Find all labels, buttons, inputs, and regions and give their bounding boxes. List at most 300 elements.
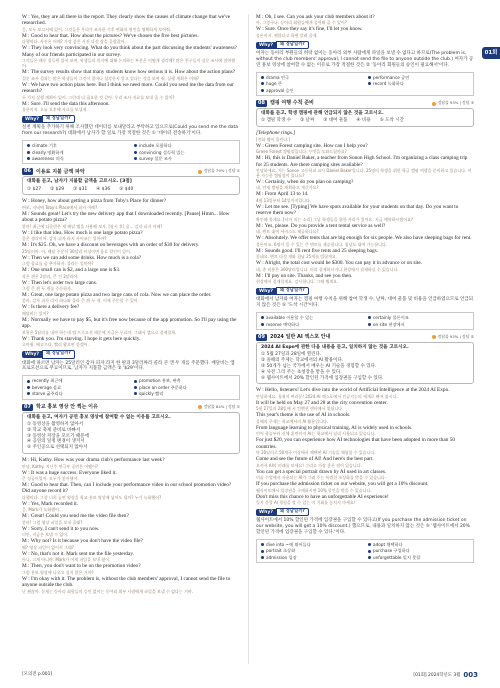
dialog-english: This year's theme is the use of AI in schools. — [256, 412, 351, 419]
vocab-box — [256, 539, 474, 563]
dialog-line — [256, 481, 474, 492]
dialog-english: From language learning to physical training, AI is widely used in schools. — [256, 424, 413, 431]
answer-option[interactable]: ③ 동영상 저장을 모르기 때문에 — [27, 433, 89, 439]
dialog-line — [256, 425, 474, 436]
dialog-korean: 고마워. 배고프다. 빨리 왔으면 좋겠어. — [22, 342, 89, 348]
dialog-korean: 네, 총 비용은 300달러입니다. 미리 결제하시거나 현장에서 결제하실 수 있습니다. — [256, 266, 399, 272]
dialog-line — [256, 248, 474, 259]
vocab-item — [368, 548, 469, 553]
dialog-korean: 물론이지. 괜찮다고 하면 알려 줄게. — [256, 32, 318, 38]
dialog-english: M : Why not? Is it because you don't have the video file? — [22, 538, 143, 545]
dialog-q07-end — [256, 14, 474, 38]
dialog-english: M : Great! Could you send me the video file then? — [22, 513, 129, 520]
vocab-text: drama 연극 — [266, 74, 290, 80]
question-title: 학교 홍보 영상 안 찍는 이유 — [36, 403, 98, 410]
dialog-english: M : Hi, this is Daniel Baker, a teacher from Sonon High School. I'm organizing a class camping trip for 25 students. Are there camping sites available? — [256, 155, 468, 168]
dialog-line — [22, 482, 240, 500]
dialog-english: W : Then we can add some drinks. How much is a cola? — [22, 254, 142, 261]
dialog-korean: 좋은 생각이야. 감자 피자 라지 사이즈는 얼마야? — [22, 236, 107, 242]
dialog-english: W : Absolutely. We offer tents that are big enough for six people. We also have sleeping bags for rent. — [256, 235, 472, 242]
question-stem: 대화를 듣고, 남자가 지불할 금액을 고르시오. [3점] — [27, 179, 132, 185]
dialog-korean: 5월 27일과 28일에 시 컨벤션 센터에서 열립니다. — [256, 406, 344, 412]
dialog-line — [256, 387, 474, 398]
rate-icon — [198, 405, 202, 409]
vocab-text: beverage 음료 — [32, 384, 62, 390]
question-box-07 — [22, 412, 240, 455]
bullet-icon — [134, 144, 137, 147]
answer-option[interactable]: ④ $36 — [96, 186, 111, 192]
question-header-09 — [256, 334, 474, 341]
dialog-line — [256, 260, 474, 271]
question-number: 06 — [22, 168, 33, 175]
vocab-text: adopt 채택하다 — [373, 542, 403, 548]
dialog-korean: 언어 학습부터 신체 훈련까지 AI는 학교에서 널리 사용되고 있습니다. — [256, 431, 376, 437]
answer-option[interactable]: ⑤ 웹사이트에서 20% 할인된 가격에 입장권을 구입할 수 있다. — [261, 375, 384, 381]
bullet-icon — [134, 157, 137, 160]
dialog-english: M : Normally we have to pay $5, but it's free now because of the app promotion. So I'll pay using the app. — [22, 316, 237, 330]
vocab-item — [134, 391, 235, 396]
answer-rate — [432, 101, 474, 106]
answer-option[interactable]: ④ 비용 — [356, 118, 371, 124]
dialog-english: W : I'm okay with it. The problem is, without the club members' approval, I cannot send the file to anyone outside the club. — [22, 575, 231, 589]
dialog-korean: 설문 조사 결과는 많은 학생들이 그것이 얼마나 심각한지 알고 있다는 것을 보여 줘. 실행 계획은 어때? — [22, 75, 200, 81]
dialog-korean: 4월 13일부터 14일까지입니다. — [256, 197, 312, 203]
dialog-line — [22, 304, 240, 315]
dialog-line — [22, 82, 240, 100]
dialog-line — [256, 179, 474, 190]
dialog-english: M : Great, one large potato pizza and two large cans of cola. Now we can place the order. — [22, 292, 212, 299]
dialog-line — [22, 242, 240, 253]
vocab-text: include 포함하다 — [139, 143, 172, 149]
dialog-line — [256, 14, 474, 25]
vocab-text: certainly 물론이죠 — [373, 315, 409, 321]
answer-option[interactable]: ② $29 — [50, 186, 65, 192]
dialog-korean: 좋아! 그럼 영상 파일을 보내 줄래? — [22, 519, 83, 525]
question-box-08 — [256, 108, 474, 127]
vocab-item — [368, 322, 469, 327]
dialog-korean: 아니, 그게 아니야. Mark가 어제 파일을 보내 줬어. — [22, 557, 111, 563]
stage-direction-ko: [전화 벨이 울린다.] — [256, 136, 290, 142]
bullet-icon — [368, 82, 371, 85]
dialog-korean: 미안, 지금은 보낼 수 없어. — [22, 532, 69, 538]
dialog-english: W : Sure. Once they say it's fine, I'll let you know. — [256, 26, 363, 33]
dialog-english: W : We have two action plans here. But I think we need more. Could you send me the data from our research? — [22, 81, 234, 95]
question-header-07 — [22, 404, 240, 411]
vocab-item — [27, 156, 128, 161]
vocab-text: survey 설문 조사 — [139, 155, 172, 161]
vocab-text: awareness 의식 — [32, 155, 64, 161]
why-box-q08 — [256, 287, 474, 295]
dialog-korean: 미술 수업에서 사용되는 AI가 그려 주는 특별한 초상화를 받을 수 있습니다. — [256, 475, 386, 481]
dialog-korean: 그럼 음료를 좀 추가하자. 콜라는 얼마야? — [22, 261, 94, 267]
answer-option[interactable]: ⑤ 주인공으로 선택되지 않아서 — [27, 445, 88, 451]
bullet-icon — [368, 76, 371, 79]
answer-option[interactable]: ① 동영상을 촬영하지 않아서 — [27, 421, 84, 427]
bullet-icon — [27, 392, 30, 395]
dialog-english: For just $20, you can experience how AI technologies that have been adopted in more than 50 countries. — [256, 437, 456, 450]
dialog-line — [256, 143, 474, 154]
dialog-line — [22, 457, 240, 468]
left-column — [22, 14, 240, 595]
dialog-line — [22, 317, 240, 335]
answer-rate — [432, 335, 474, 340]
why-label: 왜 정답일까? — [276, 287, 309, 295]
answer-option[interactable]: ① 5월 27일과 28일에 열린다. — [261, 352, 322, 358]
dialog-q05-end — [22, 14, 240, 112]
dialog-korean: 좋아! 최근에 다운받은 새 배달 앱을 사용해 보자. [잠시 후] 음... 감자 피자 어때? — [22, 223, 163, 229]
vocab-text: clearly 명확하게 — [32, 149, 64, 155]
rate-icon — [432, 102, 436, 106]
dialog-korean: 다행이다. 그럼 너희 공연 영상을 학교 홍보 영상에 넣어도 될까? 누가 녹화했어? — [22, 494, 162, 500]
dialog-english: M : Hi, Kathy. How was your drama club's performance last week? — [22, 457, 165, 464]
question-box-06 — [22, 176, 240, 195]
dialog-korean: 다행이다. 사진은 어때? 가장 좋은 사진 다섯 장을 골랐잖아. — [22, 39, 126, 45]
dialog-line — [22, 230, 240, 241]
dialog-english: M : Good to hear that. Then, can I include your performance video in our school promotion video? Did anyone record it? — [22, 482, 232, 495]
dialog-english: W : I like that idea. How much is one large potato pizza? — [22, 229, 143, 236]
vocab-box — [22, 140, 240, 164]
why-explanation: 실천 계획을 추가하기 위해 조사했던 데이터를 보내달라고 부탁하고 있으므로(Could you send me the data from our research?) 대화에서 남자가 할 일로 가장 적절한 것은 ① '데이터 전송하기'이다. — [22, 125, 239, 137]
vocab-text: huge 큰 — [266, 81, 282, 87]
dialog-line — [22, 563, 240, 574]
option-list — [261, 118, 469, 124]
dialog-korean: 25달러야. 아, 배달 주문이 30달러 이상이면 음료 할인이 있어. — [22, 248, 132, 254]
question-number: 07 — [22, 404, 33, 411]
column-divider — [248, 14, 249, 664]
dialog-korean: Green Forest 캠핑장입니다. 무엇을 도와드릴까요? — [256, 149, 347, 155]
dialog-line — [256, 26, 474, 37]
vocab-item — [27, 150, 128, 155]
dialog-line — [256, 273, 474, 284]
section-tab[interactable]: 01회 — [482, 47, 500, 59]
dialog-line — [22, 211, 240, 229]
why-explanation: 웹사이트에서 10% 할인된 가격에 입장권을 구입할 수 있다고(If you purchase the admission ticket on our website, you will get a 10% discount.) 했으므로, 내용과 일치하지 않는 것은 ⑤ '웹사이트에서 20% 할인된 가격에 입장권을 구입할 수 있다.'이다. — [256, 518, 470, 536]
vocab-text: reserve 예약하다 — [266, 321, 300, 327]
vocab-item — [368, 542, 469, 547]
dialog-line — [256, 223, 474, 234]
vocab-text: admission 입장 — [266, 554, 297, 560]
vocab-item — [368, 315, 469, 320]
vocab-item — [27, 391, 128, 396]
vocab-box — [256, 312, 474, 330]
dialog-english: It will be held on May 27 and 28 at the city convention center. — [256, 399, 388, 406]
dialog-line — [22, 69, 240, 80]
dialog-korean: 그럼 큰 캔 두 개를 주문하자. — [22, 286, 73, 292]
vocab-item — [261, 548, 362, 553]
dialog-line — [22, 576, 240, 594]
dialog-line — [22, 255, 240, 266]
dialog-english: You can get a special portrait drawn by AI used in art classes. — [256, 468, 387, 475]
vocab-text: climate 기후 — [32, 143, 57, 149]
vocab-text: convincing 설득력 있는 — [139, 149, 185, 155]
vocab-item — [261, 542, 362, 547]
dialog-english: M : Good to hear that. How about the pictures? We've chosen the five best pictures. — [22, 32, 199, 39]
answer-option[interactable]: ⑤ $40 — [119, 186, 134, 192]
dialog-english: W : Certainly, when do you plan on camping? — [256, 178, 354, 185]
dialog-english: M : Sounds great! Let's try the new delivery app that I downloaded recently. [Pause] Hmm... How about a potato pizza? — [22, 210, 230, 224]
answer-option[interactable]: ④ 사전 그리 주는 초청장을 받을 수 있다. — [261, 369, 342, 375]
vocab-text: promotion 홍보, 판촉 — [139, 378, 181, 384]
vocab-text: place an order 주문하다 — [139, 384, 187, 390]
dialog-line — [256, 191, 474, 202]
dialog-korean: 그것들은 매우 설득력 있어 보여. 학생들의 의식에 대해 논의하는 부분은 어떻게 생각해? 많은 친구들이 설문 조사에 참여했어. — [22, 58, 236, 69]
dialog-english: Come and see the future of AI! And here's the best part. — [256, 456, 374, 463]
dialog-line — [256, 235, 474, 246]
stage-direction: [Telephone rings.] — [256, 130, 296, 137]
dialog-english: W : It was a huge success. Everyone liked it. — [22, 469, 117, 476]
answer-option[interactable]: ④ 공연의 일정 변경이 생겨서 — [27, 439, 85, 445]
dialog-korean: 좋아, 감자 피자 라지 하나와 콜라 큰 캔 두 개. 이제 주문할 수 있어. — [22, 298, 139, 304]
dialog-korean: 오셔서 AI의 미래를 보세요! 그리고 가장 좋은 점이 있습니다. — [256, 462, 362, 468]
option-list — [27, 187, 235, 193]
vocab-text: on site 현장에서 — [373, 321, 405, 327]
dialog-english: W : Alright, the total cost would be $300. You can pay it in advance or on site. — [256, 260, 422, 267]
bullet-icon — [134, 151, 137, 154]
vocab-text: available 이용할 수 있는 — [266, 315, 314, 321]
vocab-item — [261, 88, 362, 93]
answer-rate-text: 정답률 93% | 정답 ③ — [437, 100, 474, 106]
dialog-line — [256, 469, 474, 480]
bullet-icon — [261, 323, 264, 326]
question-stem: 2024 AI Expo에 관한 다음 내용을 듣고, 일치하지 않는 것을 고르시오. — [261, 344, 409, 350]
answer-option[interactable]: ① 캠핑 학생 수 — [261, 118, 292, 124]
dialog-korean: 여보, 저녁에 Toby's Place에서 피자 어때? — [22, 204, 98, 210]
answer-option[interactable]: ② 날짜 — [300, 118, 315, 124]
dialog-q08 — [256, 143, 474, 284]
dialog-korean: 물론이죠. 6명이 쓸 수 있는 큰 텐트를 제공합니다. 침낭도 대여 가능합니다. — [256, 241, 388, 247]
dialog-korean: 작은 캔은 2달러, 큰 건 3달러야. — [22, 273, 79, 279]
dialog-korean: 응, Mark가 녹화했어. — [22, 507, 61, 513]
dialog-q07 — [22, 457, 240, 593]
dialog-korean: 올해의 주제는 학교에서의 AI 활용입니다. — [256, 418, 329, 424]
dialog-line — [22, 470, 240, 481]
bullet-icon — [261, 556, 264, 559]
dialog-english: W : Sorry, I can't send it to you now. — [22, 525, 100, 532]
why-label: 왜 정답일까? — [42, 350, 75, 358]
dialog-english: M : Sure. I'll send the data this afternoon. — [22, 100, 110, 107]
question-header-08 — [256, 100, 474, 107]
dialog-line — [22, 198, 240, 209]
dialog-line — [256, 494, 474, 505]
vocab-text: performance 공연 — [373, 74, 410, 80]
dialog-korean: 두 가지 실행 계획이 있어. 그런데 더 필요한 것 같아. 우리 조사 자료를 보내 줄 수 있어? — [22, 94, 175, 100]
bullet-icon — [27, 380, 30, 383]
vocab-item — [134, 378, 235, 383]
vocab-text: portrait 초상화 — [266, 548, 296, 554]
dialog-korean: 잊지 못할 AI 경험을 할 수 있는 이 기회를 놓치지 마세요! — [256, 500, 356, 506]
vocab-item — [134, 156, 235, 161]
why-label: 왜 정답일까? — [276, 41, 309, 49]
bullet-icon — [27, 386, 30, 389]
page-number: 003 — [463, 671, 478, 680]
dialog-line — [22, 101, 240, 112]
dialog-line — [22, 14, 240, 32]
option-list — [27, 422, 235, 451]
dialog-line — [22, 513, 240, 524]
dialog-english: M : Sounds good. I'll rent five tents and 25 sleeping bags. — [256, 247, 379, 254]
vocab-box — [22, 375, 240, 399]
rate-icon — [198, 170, 202, 174]
why-explanation: 대화에 따르면 남자는 25달러인 감자 피자 라지 한 판과 3달러짜리 콜라 큰 캔 두 개를 주문했다. 배달비는 앱 프로모션으로 무료이므로, 남자가 지불할 금액은 ② '$29'이다. — [22, 360, 235, 372]
vocab-item — [27, 385, 128, 390]
why-box-q09 — [256, 508, 474, 516]
vocab-item — [27, 378, 128, 383]
answer-rate-text: 정답률 84% | 정답 ② — [203, 403, 240, 409]
answer-rate — [198, 169, 240, 174]
question-title: 캠핑 여행 수칙 준비 — [270, 100, 314, 107]
rate-icon — [432, 335, 436, 339]
why-label: 왜 정답일까? — [42, 115, 75, 123]
why-explanation: 여자는 동아리 부원들의 허락 없이는 동아리 외부 사람에게 파일을 보낼 수 없다고 하므로(The problem is, without the club members' approval, I cannot send the file to anyone outside the club.) 여자가 공연 홍보 영상에 참여할 수 없는 이유로 가장 적절한 것은 ② '동아리 회원들의 승인이 필요해서'이다. — [256, 51, 474, 68]
dialog-line — [22, 292, 240, 303]
dialog-english: W : Yes, they are all there in the report. They clearly show the causes of climate change that we've researched. — [22, 14, 231, 27]
vocab-item — [134, 385, 235, 390]
why-box-q06 — [22, 350, 240, 358]
vocab-text: quickly 빨리 — [139, 391, 164, 397]
footer-right — [413, 671, 478, 680]
dialog-english: W : Is there a delivery fee? — [22, 304, 80, 311]
vocab-item — [261, 555, 362, 560]
answer-option[interactable]: ③ 대여 물품 — [323, 118, 348, 124]
dialog-line — [22, 538, 240, 549]
answer-rate-text: 정답률 93% | 정답 ⑤ — [437, 333, 474, 339]
answer-option[interactable]: ② 학교 축제 준비로 바빠서 — [27, 427, 81, 433]
answer-option[interactable]: ③ $31 — [73, 186, 88, 192]
vocab-text: starve 굶주리다 — [32, 391, 63, 397]
vocab-text: unforgettable 잊지 못할 — [373, 554, 421, 560]
why-tag: Why? — [256, 509, 276, 516]
question-stem: 대화를 듣고, 학생 캠핑에 관해 언급되지 않은 것을 고르시오. — [261, 111, 384, 117]
vocab-item — [261, 322, 362, 327]
vocab-item — [261, 75, 362, 80]
dialog-english: W : They look very convincing. What do you think about the part discussing the students' awareness? Many of our friends participated in our survey. — [22, 45, 237, 58]
bullet-icon — [368, 323, 371, 326]
dialog-english: W : Hello, listeners! Let's dive into the world of Artificial Intelligence at the 2024 AI Expo. — [256, 387, 450, 394]
answer-option[interactable]: ② 올해의 주제는 학교에서의 AI 활용이다. — [261, 358, 344, 364]
dialog-line — [22, 33, 240, 44]
dialog-line — [22, 336, 240, 347]
bullet-icon — [27, 157, 30, 160]
dialog-english: W : Then let's order two large cans. — [22, 279, 98, 286]
answer-option[interactable]: ① $27 — [27, 186, 42, 192]
dialog-line — [22, 501, 240, 512]
dialog-english: W : Green Forest camping site. How can I help you? — [256, 142, 368, 149]
dialog-korean: 확인해 볼게요. [타자 치는 소리] 그날 학생들을 위한 자리가 있어요. 지금 예약하시겠어요? — [256, 216, 414, 222]
dialog-english: W : Thank you. I'm starving. I hope it gets here quickly. — [22, 335, 141, 342]
bullet-icon — [261, 89, 264, 92]
bullet-icon — [368, 556, 371, 559]
why-box-q05 — [22, 115, 240, 123]
footer-label: [01회] 2024학년도 3월 — [413, 672, 461, 678]
answer-option[interactable]: ③ 50개가 넘는 국가에서 배우는 AI 기술을 경험할 수 있다. — [261, 363, 377, 369]
dialog-korean: 네. 텐트 대여 서비스도 제공하나요? — [256, 229, 319, 235]
footer-left: [모의전 p.001] — [22, 672, 53, 678]
vocab-box — [256, 72, 474, 96]
dialog-korean: 배달비는 있어? — [22, 310, 49, 316]
why-explanation: 대화에서 남자와 여자는 캠핑 여행 수칙을 위해 참여 학생 수, 날짜, 대여 물품 및 비용을 언급하였으므로 언급되지 않은 것은 ⑤ '도착 시간'이다. — [256, 297, 474, 309]
dialog-line — [22, 45, 240, 68]
dialog-korean: 큰 성공이었어. 모두가 좋아했어. — [22, 476, 79, 481]
question-number: 09 — [256, 334, 267, 341]
why-tag: Why? — [256, 288, 276, 295]
answer-option[interactable]: ⑤ 도착 시간 — [379, 118, 404, 124]
dialog-korean: 왜? 영상 파일이 없어서 그래? — [22, 544, 74, 550]
bullet-icon — [134, 386, 137, 389]
dialog-korean: 물론이지. 오늘 오후에 자료를 보낼게. — [22, 107, 88, 113]
dialog-korean: 보통은 5달러를 내야 하는데 앱 프로모션 때문에 지금은 무료야. 그래서 앱으로 결제할게. — [22, 329, 177, 335]
dialog-line — [256, 155, 474, 178]
why-box-q07 — [256, 41, 474, 49]
dialog-english: Don't miss this chance to have an unforgettable AI experience! — [256, 493, 389, 500]
vocab-item — [27, 143, 128, 148]
answer-rate-text: 정답률 79% | 정답 ② — [203, 168, 240, 174]
dialog-english: M : It's $25. Oh, we have a discount on beverages with an order of $30 for delivery. — [22, 242, 200, 249]
dialog-korean: 네, 언제 캠핑을 계획하고 계신가요? — [256, 185, 319, 191]
vocab-text: dive into ~에 뛰어들다 — [266, 542, 311, 548]
bullet-icon — [261, 543, 264, 546]
dialog-korean: 난 괜찮아. 문제는 동아리 회원들의 승인 없이는 동아리 외부 사람에게 파일을 보낼 수 없다는 거야. — [22, 588, 194, 594]
bullet-icon — [27, 151, 30, 154]
dialog-korean: 응, 모두 보고서에 있어. 그것들은 우리가 조사한 기후 변화의 원인을 명확하게 보여줘. — [22, 26, 172, 32]
dialog-line — [256, 437, 474, 455]
question-title: 이용료 지불 금액 파악 — [36, 168, 85, 175]
dialog-korean: 안녕하세요, 청취자 여러분! 2024 AI 엑스포에서 인공지능의 세계로 빠져 봅시다. — [256, 393, 398, 399]
dialog-english: M : One small can is $2, and a large one is $3. — [22, 267, 121, 274]
vocab-item — [134, 150, 235, 155]
dialog-korean: 안녕하세요, 저는 Sonon 고등학교 교사 Daniel Baker입니다. 25명의 학생을 위한 학급 캠핑 여행을 준비하고 있습니다. 이용 가능한 캠핑장이 있나요? — [256, 167, 472, 178]
vocab-text: purchase 구입하다 — [373, 548, 410, 554]
dialog-korean: 좋네요. 텐트 다섯 개와 침낭 25개를 빌릴게요. — [256, 254, 337, 260]
dialog-english: M : I'll pay on site. Thanks, and see you then. — [256, 272, 353, 279]
dialog-line — [22, 551, 240, 562]
dialog-korean: 단 20달러로 50개국 이상에서 채택된 AI 기술을 체험할 수 있습니다. — [256, 450, 376, 456]
bullet-icon — [368, 316, 371, 319]
option-list — [261, 352, 469, 381]
vocab-text: approval 승인 — [266, 87, 294, 93]
bullet-icon — [134, 380, 137, 383]
why-tag: Why? — [22, 116, 42, 123]
dialog-korean: 웹사이트에서 입장권을 구매하시면 10% 할인을 받을 수 있습니다. — [256, 487, 372, 493]
dialog-english: M : Oh, I see. Can you ask your club members about it? — [256, 14, 375, 20]
dialog-line — [22, 526, 240, 537]
why-tag: Why? — [22, 351, 42, 358]
question-number: 08 — [256, 100, 267, 107]
dialog-english: M : From April 13 to 14. — [256, 191, 309, 198]
vocab-item — [261, 315, 362, 320]
dialog-line — [22, 267, 240, 278]
dialog-korean: 그럼 홍보 영상에 나오고 싶지 않은 거야? — [22, 569, 94, 575]
dialog-english: M : Yes, please. Do you provide a tent rental service as well? — [256, 222, 386, 229]
vocab-item — [261, 81, 362, 86]
dialog-q09 — [256, 387, 474, 505]
dialog-q06 — [22, 198, 240, 347]
dialog-line — [22, 280, 240, 291]
why-label: 왜 정답일까? — [276, 508, 309, 516]
bullet-icon — [368, 543, 371, 546]
dialog-line — [256, 412, 474, 423]
question-stem: 대화를 듣고, 여자가 공연 홍보 영상에 참여할 수 없는 이유를 고르시오. — [27, 414, 171, 420]
vocab-text: record 녹화하다 — [373, 81, 404, 87]
bullet-icon — [27, 144, 30, 147]
dialog-korean: 현장에서 결제할게요. 감사합니다. 그때 뵐게요. — [256, 279, 339, 285]
bullet-icon — [261, 316, 264, 319]
bullet-icon — [368, 550, 371, 553]
dialog-english: W : Honey, how about getting a pizza from Toby's Place for dinner? — [22, 198, 167, 205]
dialog-english: W : Let me see. [Typing] We have spots available for your students on that day. Do you want to reserve them now? — [256, 203, 459, 217]
question-box-09 — [256, 342, 474, 385]
vocab-item — [368, 81, 469, 86]
why-tag: Why? — [256, 42, 276, 49]
